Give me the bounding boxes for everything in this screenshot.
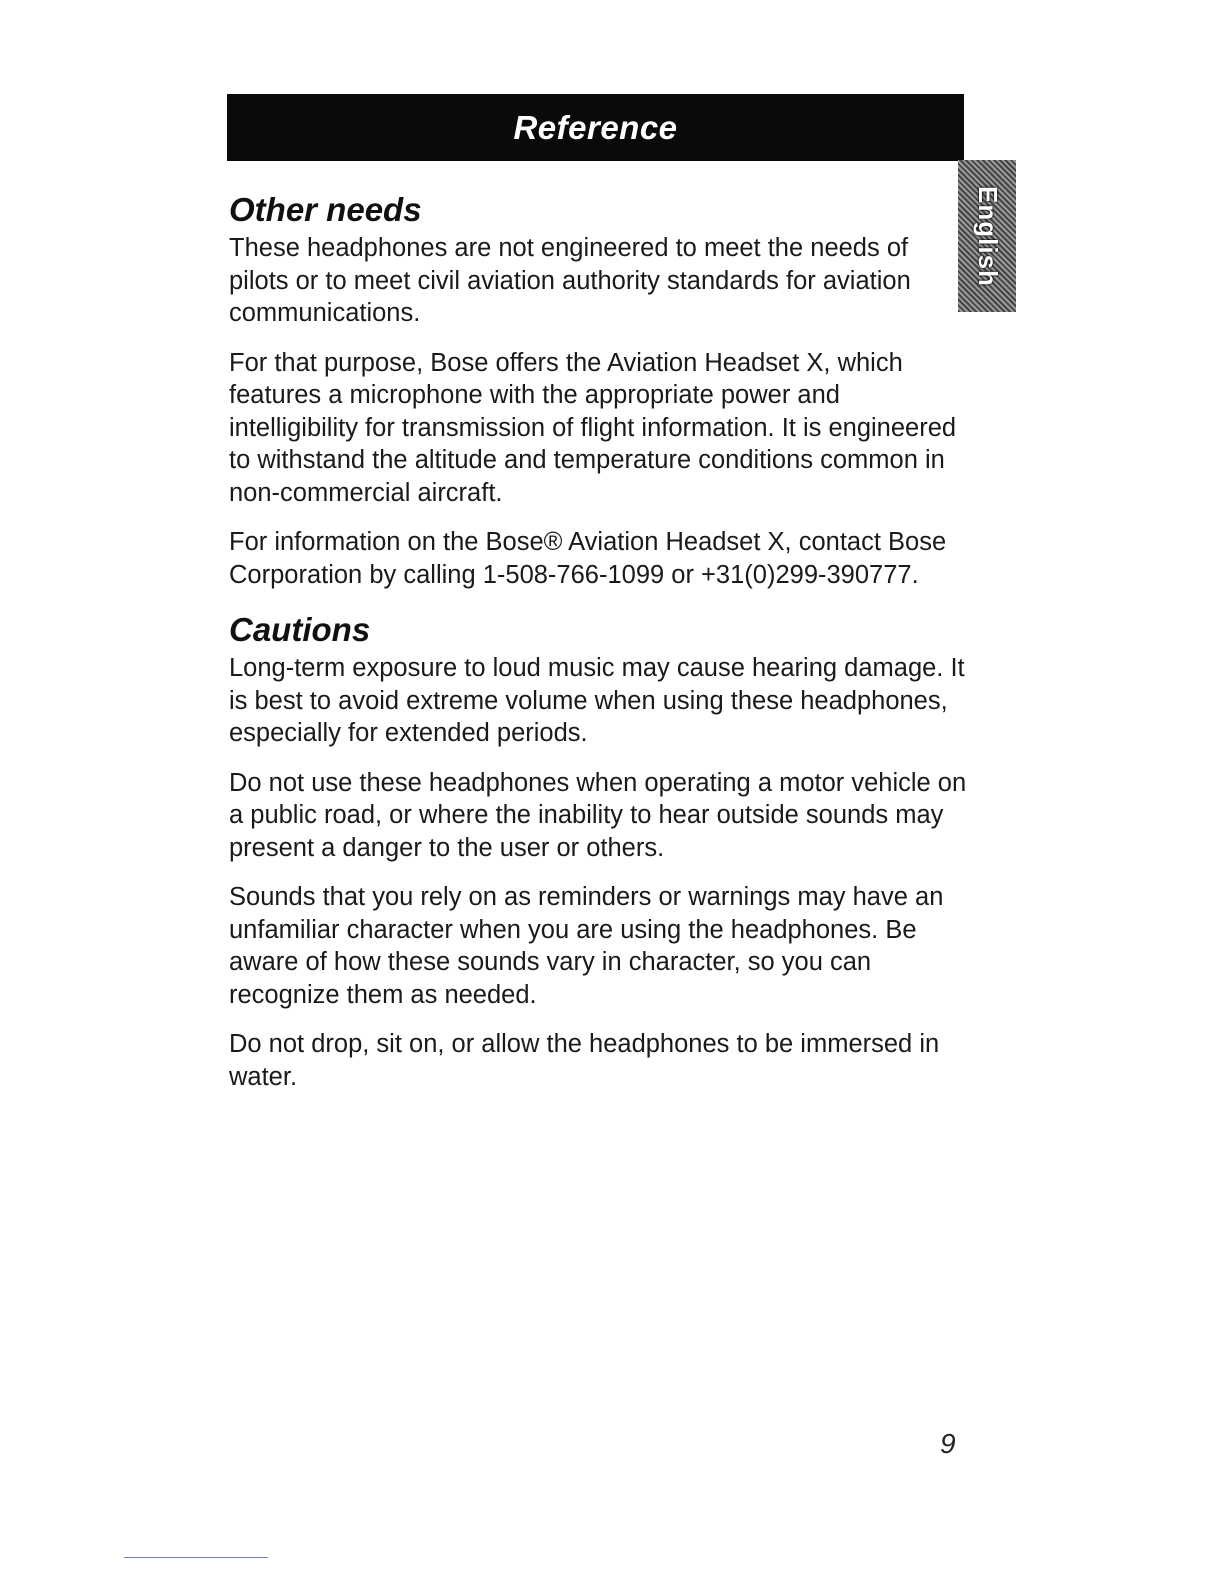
paragraph: Do not use these headphones when operating a motor vehicle on a public road, or where the inability to hear outside sounds may present a danger to the user or others. [229,768,967,862]
paragraph: Long-term exposure to loud music may cause hearing damage. It is best to avoid extreme volume when using these headphones, especially for extended periods. [229,654,965,747]
heading-cautions: Cautions [229,611,371,648]
paragraph: For that purpose, Bose offers the Aviation Headset X, which features a microphone with the appropriate power and intelligibility for transmission of flight information. It is engineered to withstand the altitude and temperature conditions common in non-commercial aircraft. [229,348,957,507]
page-content [229,188,969,1110]
paragraph: These headphones are not engineered to meet the needs of pilots or to meet civil aviation authority standards for aviation communications. [229,234,911,327]
paragraph: For information on the Bose® Aviation Headset X, contact Bose Corporation by calling 1-508-766-1099 or +31(0)299-390777. [229,528,947,589]
paragraph: Do not drop, sit on, or allow the headphones to be immersed in water. [229,1030,940,1091]
paragraph: Sounds that you rely on as reminders or warnings may have an unfamiliar character when you are using the headphones. Be aware of how these sounds vary in character, so you can recognize them as needed. [229,883,944,1009]
section-header-title: Reference [513,108,678,146]
page-number: 9 [940,1428,956,1459]
footer-rule [124,1557,268,1558]
language-tab-label: English [972,185,1003,287]
heading-other-needs: Other needs [229,191,422,228]
section-header-bar [227,94,964,161]
